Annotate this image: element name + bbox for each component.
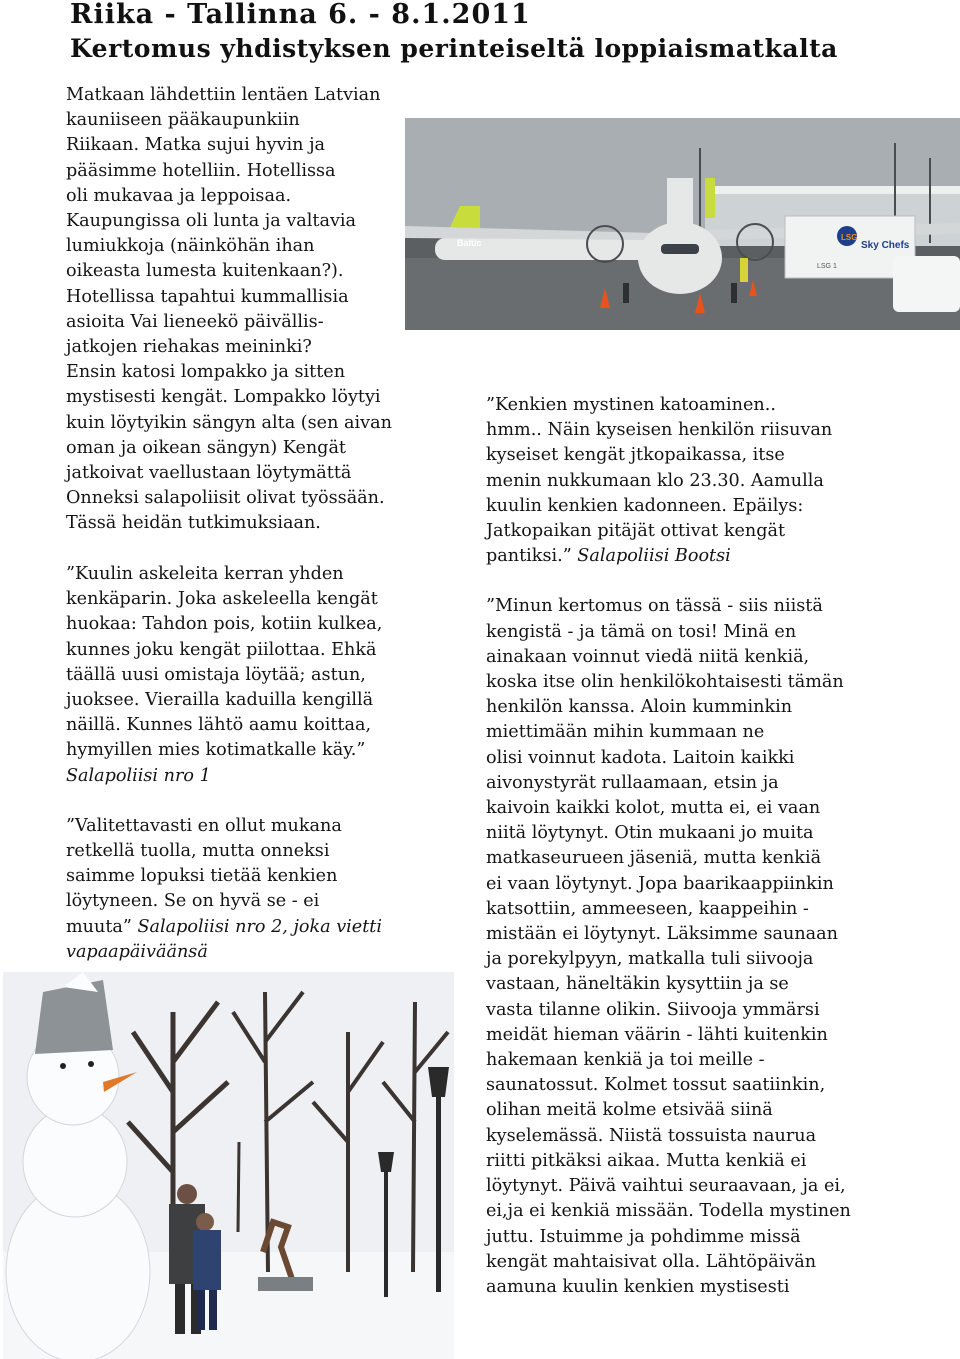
text-line: Ensin katosi lompakko ja sitten bbox=[66, 362, 346, 383]
text-line: henkilön kanssa. Aloin kumminkin bbox=[486, 697, 793, 718]
text-line: miettimään mihin kummaan ne bbox=[486, 722, 765, 743]
text-line: hymyillen mies kotimatkalle käy.” bbox=[66, 740, 366, 761]
text-line: niitä löytynyt. Otin mukaani jo muita bbox=[486, 823, 814, 844]
text-line: oli mukavaa ja leppoisaa. bbox=[66, 185, 292, 206]
text-line: olisi voinnut kadota. Laitoin kaikki bbox=[486, 747, 795, 768]
signature: Salapoliisi Bootsi bbox=[577, 546, 731, 567]
text-line: ”Valitettavasti en ollut mukana bbox=[66, 815, 342, 836]
text-line: oikeasta lumesta kuitenkaan?). bbox=[66, 261, 344, 282]
text-line: jatkoivat vaellustaan löytymättä bbox=[66, 463, 352, 484]
worker bbox=[740, 258, 748, 282]
text-line: ”Kuulin askeleita kerran yhden bbox=[66, 564, 344, 584]
airport-illustration bbox=[405, 118, 960, 330]
text-line: löytynyt. Päivä vaihtui seuraavaan, ja ei, bbox=[486, 1176, 846, 1197]
text-line: hakemaan kenkiä ja toi meille - bbox=[486, 1050, 765, 1071]
text-line: olihan meitä kolme etsivää siinä bbox=[486, 1100, 773, 1121]
text-fragment: muuta” bbox=[66, 916, 138, 937]
text-line: menin nukkumaan klo 23.30. Aamulla bbox=[486, 470, 824, 491]
text-line: kyselemässä. Niistä tossuista naurua bbox=[486, 1125, 817, 1146]
text-line: lumiukkoja (näinköhän ihan bbox=[66, 236, 315, 257]
text-line: riitti pitkäksi aikaa. Mutta kenkiä ei bbox=[486, 1150, 807, 1171]
regret-paragraph bbox=[66, 814, 382, 965]
sky-chefs-text: Sky Chefs bbox=[861, 240, 910, 251]
story-paragraph bbox=[486, 594, 851, 1300]
text-line: aivonystyrät rullaamaan, etsin ja bbox=[486, 772, 779, 793]
text-line: Matkaan lähdettiin lentäen Latvian bbox=[66, 85, 381, 105]
text-line: asioita Vai lieneekö päivällis- bbox=[66, 311, 324, 332]
text-line: Tässä heidän tutkimuksiaan. bbox=[66, 513, 321, 534]
text-line: Kaupungissa oli lunta ja valtavia bbox=[66, 211, 357, 232]
text-line: kauniiseen pääkaupunkiin bbox=[66, 110, 300, 131]
text-line: kuulin kenkien kadonneen. Epäilys: bbox=[486, 495, 804, 516]
text-line: oman ja oikean sängyn) Kengät bbox=[66, 437, 347, 458]
text-line: kuin löytyikin sängyn alta (sen aivan bbox=[66, 412, 392, 433]
signature: vapaapäiväänsä bbox=[66, 941, 208, 962]
intro-paragraph bbox=[66, 83, 392, 537]
left-column bbox=[66, 562, 382, 990]
text-line: juttu. Istuimme ja pohdimme missä bbox=[486, 1226, 801, 1247]
text-line: kenkäparin. Joka askeleella kengät bbox=[66, 589, 378, 610]
page-subtitle: Kertomus yhdistyksen perinteiseltä loppiaismatkalta bbox=[70, 34, 838, 63]
lsg1-text: LSG 1 bbox=[817, 263, 837, 270]
text-line: kengistä - ja tämä on tosi! Minä en bbox=[486, 621, 797, 642]
text-line: kunnes joku kengät piilottaa. Ehkä bbox=[66, 639, 377, 660]
text-line: ainakaan voinnut viedä niitä kenkiä, bbox=[486, 646, 810, 667]
signature: Salapoliisi nro 2, joka vietti bbox=[137, 916, 382, 937]
text-line: ei,ja ei kenkiä missään. Todella mystinen bbox=[486, 1201, 851, 1222]
poem-paragraph bbox=[66, 562, 382, 789]
white-van bbox=[893, 256, 960, 312]
text-line: vasta tilanne olikin. Siivooja ymmärsi bbox=[486, 999, 820, 1020]
text-line: jatkojen riehakas meininki? bbox=[66, 337, 312, 358]
text-line: hmm.. Näin kyseisen henkilön riisuvan bbox=[486, 420, 833, 441]
text-line: Onneksi salapoliisit olivat työssään. bbox=[66, 488, 385, 509]
text-line: ja porekylpyyn, matkalla tuli siivooja bbox=[486, 949, 814, 970]
text-fragment: pantiksi.” bbox=[486, 546, 578, 567]
text-line: vastaan, häneltäkin kysyttiin ja se bbox=[486, 974, 789, 995]
text-line: kyseiset kengät jtkopaikassa, itse bbox=[486, 445, 785, 466]
text-line: kengät mahtaisivat olla. Lähtöpäivän bbox=[486, 1251, 817, 1272]
text-line: Jatkopaikan pitäjät ottivat kengät bbox=[486, 521, 786, 542]
text-line: juoksee. Vierailla kaduilla kengillä bbox=[66, 690, 374, 711]
text-line: ”Kenkien mystinen katoaminen.. bbox=[486, 395, 776, 415]
text-line: löytyneen. Se on hyvä se - ei bbox=[66, 891, 320, 912]
text-line bbox=[66, 915, 382, 940]
text-line: ”Minun kertomus on tässä - siis niistä bbox=[486, 596, 823, 617]
text-line: kaivoin kaikki kolot, mutta ei, ei vaan bbox=[486, 798, 821, 819]
text-line: matkaseurueen jäseniä, mutta kenkiä bbox=[486, 848, 822, 869]
text-line: retkellä tuolla, mutta onneksi bbox=[66, 841, 330, 862]
park-photo bbox=[3, 972, 454, 1359]
snowy-park-illustration bbox=[3, 972, 454, 1359]
text-line: pääsimme hotelliin. Hotellissa bbox=[66, 160, 336, 181]
right-column bbox=[486, 393, 851, 1325]
text-line: koska itse olin henkilökohtaisesti tämän bbox=[486, 672, 844, 693]
text-line: täällä uusi omistaja löytää; astun, bbox=[66, 664, 366, 685]
text-line: näillä. Kunnes lähtö aamu koittaa, bbox=[66, 715, 372, 736]
text-line: huokaa: Tahdon pois, kotiin kulkea, bbox=[66, 614, 383, 635]
baltic-sign: Baltic bbox=[457, 238, 482, 248]
text-line: Hotellissa tapahtui kummallisia bbox=[66, 286, 349, 307]
text-line: saunatossut. Kolmet tossut saatiinkin, bbox=[486, 1075, 826, 1096]
airport-photo bbox=[405, 118, 960, 330]
text-line: ei vaan löytynyt. Jopa baarikaappiinkin bbox=[486, 873, 834, 894]
text-line: mistään ei löytynyt. Läksimme saunaan bbox=[486, 924, 838, 945]
bootsi-paragraph bbox=[486, 393, 851, 569]
text-line bbox=[486, 544, 851, 569]
text-line: Riikaan. Matka sujui hyvin ja bbox=[66, 135, 326, 156]
text-line: katsottiin, ammeeseen, kaappeihin - bbox=[486, 898, 809, 919]
text-line: meidät hieman väärin - lähti kuitenkin bbox=[486, 1024, 828, 1045]
text-line: saimme lopuksi tietää kenkien bbox=[66, 866, 338, 887]
signature: Salapoliisi nro 1 bbox=[66, 765, 211, 786]
text-line: aamuna kuulin kenkien mystisesti bbox=[486, 1276, 790, 1297]
lsg-logo-text: LSG bbox=[841, 233, 858, 242]
page-title: Riika - Tallinna 6. - 8.1.2011 bbox=[70, 0, 531, 30]
text-line: mystisesti kengät. Lompakko löytyi bbox=[66, 387, 381, 408]
